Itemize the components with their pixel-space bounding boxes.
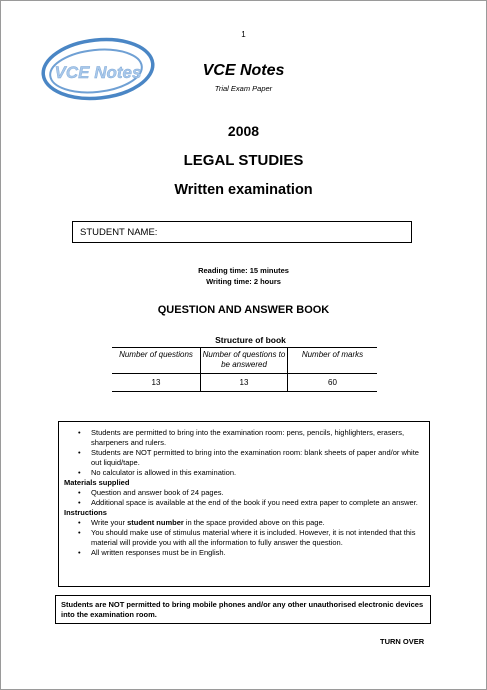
exam-type: Written examination <box>174 182 313 198</box>
permitted-items-list <box>64 428 423 478</box>
vce-notes-logo <box>40 36 156 102</box>
header-cell: Number of questions to be answered <box>200 348 288 373</box>
table-cell: 13 <box>151 378 161 387</box>
instructions-heading: Instructions <box>64 508 107 517</box>
list-item: • You should make use of stimulus material where it is included. However, it is not intended that this material will provide you with all the information to fully answer the question. <box>64 528 423 548</box>
list-item: • Students are permitted to bring into the examination room: pens, pencils, highlighters, erasers, sharpeners and rulers. <box>64 428 423 448</box>
brand-title: VCE Notes <box>202 62 285 79</box>
exam-times <box>0 265 487 287</box>
list-item: • Students are NOT permitted to bring into the examination room: blank sheets of paper and/or white out liquid/tape. <box>64 448 423 468</box>
structure-table <box>112 335 377 392</box>
instructions-list <box>64 518 423 558</box>
instruction-emphasis: student number <box>127 518 184 527</box>
student-name-label: STUDENT NAME: <box>80 227 158 238</box>
list-item: • Question and answer book of 24 pages. <box>64 488 423 498</box>
table-header-row <box>112 347 377 374</box>
list-item: • All written responses must be in English. <box>64 548 423 558</box>
header-cell: Number of questions <box>119 350 193 359</box>
book-title: QUESTION AND ANSWER BOOK <box>157 304 330 316</box>
list-item: • No calculator is allowed in this examination. <box>64 468 423 478</box>
header-cell: Number of marks <box>301 350 364 359</box>
logo-text: VCE Notes <box>54 63 142 82</box>
table-cell: 60 <box>328 378 337 387</box>
reading-time: Reading time: 15 minutes <box>198 266 289 275</box>
instructions-box <box>58 421 430 587</box>
table-cell: 13 <box>200 374 288 391</box>
list-item <box>64 518 423 528</box>
list-item: • Additional space is available at the end of the book if you need extra paper to complete an answer. <box>64 498 423 508</box>
mobile-phone-warning: Students are NOT permitted to bring mobile phones and/or any other unauthorised electronic devices into the examination room. <box>55 595 431 624</box>
page-number: 1 <box>241 30 246 39</box>
instruction-text: in the space provided above on this page. <box>183 518 325 527</box>
exam-subject: LEGAL STUDIES <box>183 152 304 169</box>
student-name-field[interactable] <box>72 221 412 243</box>
turn-over-label: TURN OVER <box>380 637 425 646</box>
instruction-text: Write your <box>91 518 128 527</box>
writing-time: Writing time: 2 hours <box>206 277 281 286</box>
exam-year: 2008 <box>227 123 260 139</box>
materials-list <box>64 488 423 508</box>
structure-caption: Structure of book <box>215 335 286 345</box>
brand-subtitle: Trial Exam Paper <box>214 84 273 93</box>
table-row <box>112 374 377 392</box>
materials-heading: Materials supplied <box>64 478 130 487</box>
